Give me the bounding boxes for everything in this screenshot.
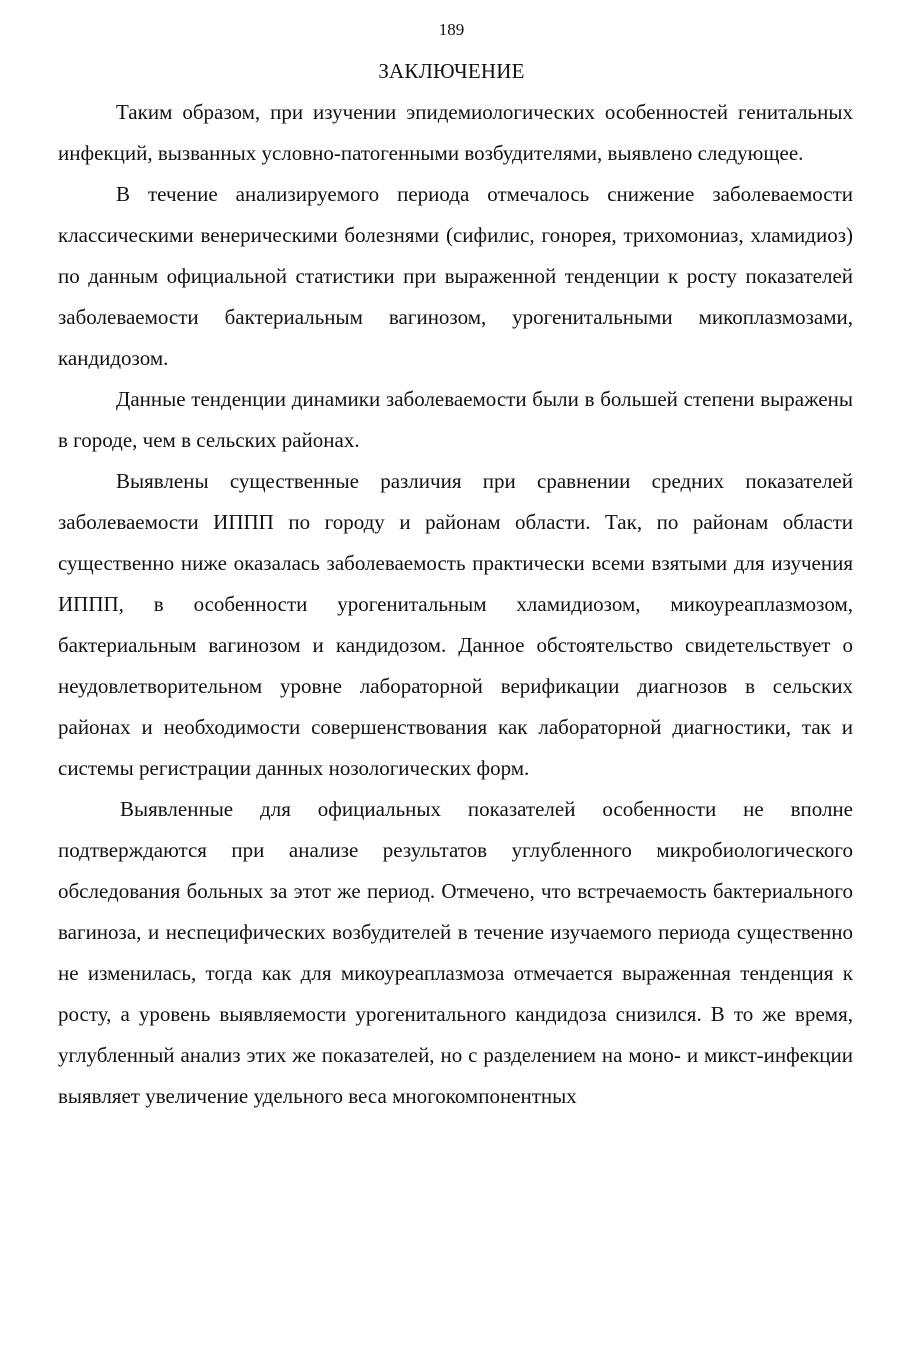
paragraph-city-vs-rural: Данные тенденции динамики заболеваемости были в большей степени выражены в городе, чем в сельских районах. bbox=[58, 387, 853, 452]
section-heading: ЗАКЛЮЧЕНИЕ bbox=[378, 59, 525, 83]
paragraph-microbiology: Выявленные для официальных показателей особенности не вполне подтверждаются при анализе результатов углубленного микробиологического обследования больных за этот же период. Отмечено, что встречаемость бактериального вагиноза, и неспецифических возбудителей в течение изучаемого периода существенно не изменилась, тогда как для микоуреаплазмоза отмечается выраженная тенденция к росту, а уровень выявляемости урогенитального кандидоза снизился. В то же время, углубленный анализ этих же показателей, но с разделением на моно- и микст-инфекции выявляет увеличение удельного веса многокомпонентных bbox=[58, 797, 853, 1108]
page-number: 189 bbox=[438, 20, 465, 39]
body-text bbox=[58, 92, 853, 1117]
paragraph-morbidity-trend: В течение анализируемого периода отмечалось снижение заболеваемости классическими венерическими болезнями (сифилис, гонорея, трихомониаз, хламидиоз) по данным официальной статистики при выраженной тенденции к росту показателей заболеваемости бактериальным вагинозом, урогенитальными микоплазмозами, кандидозом. bbox=[58, 182, 853, 370]
paragraph-differences: Выявлены существенные различия при сравнении средних показателей заболеваемости ИППП по городу и районам области. Так, по районам области существенно ниже оказалась заболеваемость практически всеми взятыми для изучения ИППП, в особенности урогенитальным хламидиозом, микоуреаплазмозом, бактериальным вагинозом и кандидозом. Данное обстоятельство свидетельствует о неудовлетворительном уровне лабораторной верификации диагнозов в сельских районах и необходимости совершенствования как лабораторной диагностики, так и системы регистрации данных нозологических форм. bbox=[58, 469, 853, 780]
paragraph-intro: Таким образом, при изучении эпидемиологических особенностей генитальных инфекций, вызванных условно-патогенными возбудителями, выявлено следующее. bbox=[58, 100, 853, 165]
